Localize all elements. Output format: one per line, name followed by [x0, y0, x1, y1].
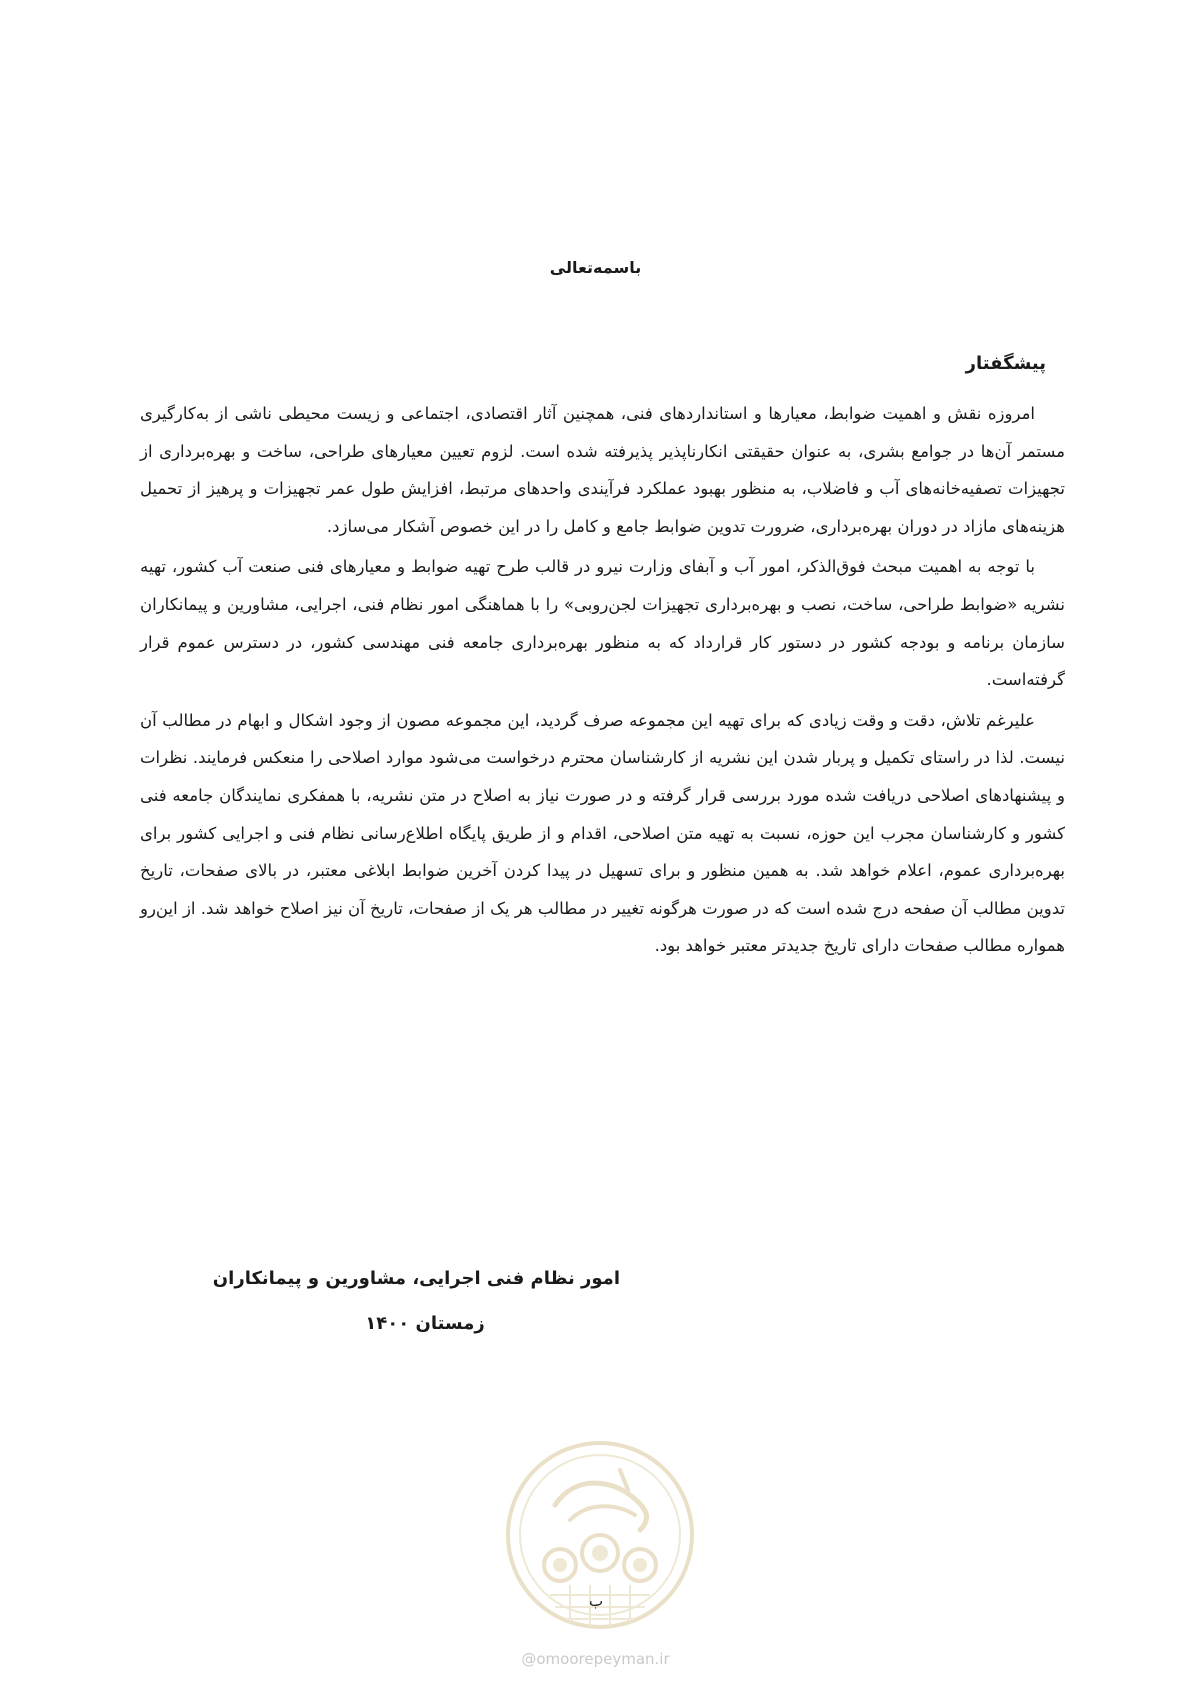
- signature-block: [200, 1268, 620, 1334]
- invocation-heading: باسمه‌تعالی: [549, 258, 642, 277]
- signature-date: زمستان ۱۴۰۰: [365, 1313, 485, 1334]
- signature-organization: امور نظام فنی اجرایی، مشاورین و پیمانکاران: [212, 1268, 620, 1289]
- body-text: [140, 395, 1065, 968]
- watermark-url: @omoorepeyman.ir: [521, 1650, 670, 1668]
- paragraph: علیرغم تلاش، دقت و وقت زیادی که برای تهیه این مجموعه صرف گردید، این مجموعه مصون از وجود اشکال و ابهام در مطالب آن نیست. لذا در راستای تکمیل و پربار شدن این نشریه از کارشناسان محترم درخواست می‌شود موارد اصلاحی را منعکس فرمایند. نظرات و پیشنهادهای اصلاحی دریافت شده مورد بررسی قرار گرفته و در صورت نیاز به اصلاح در متن نشریه، با همفکری نمایندگان جامعه فنی کشور و کارشناسان مجرب این حوزه، نسبت به تهیه متن اصلاحی، اقدام و از طریق پایگاه اطلاع‌رسانی نظام فنی و اجرایی کشور برای بهره‌برداری عموم، اعلام خواهد شد. به همین منظور و برای تسهیل در پیدا کردن آخرین ضوابط ابلاغی معتبر، در بالای صفحات، تاریخ تدوین مطالب آن صفحه درج شده است که در صورت هرگونه تغییر در مطالب هر یک از صفحات، تاریخ آن نیز اصلاح خواهد شد. از این‌رو همواره مطالب صفحات دارای تاریخ جدیدتر معتبر خواهد بود.: [140, 710, 1065, 956]
- section-title: پیشگفتار: [965, 353, 1046, 374]
- page-number: ب: [589, 1592, 604, 1610]
- paragraph: با توجه به اهمیت مبحث فوق‌الذکر، امور آب و آبفای وزارت نیرو در قالب طرح تهیه ضوابط و معیارهای فنی صنعت آب کشور، تهیه نشریه «ضوابط طراحی، ساخت، نصب و بهره‌برداری تجهیزات لجن‌روبی» را با هماهنگی امور نظام فنی، اجرایی، مشاورین و پیمانکاران سازمان برنامه و بودجه کشور در دستور کار قرارداد که به منظور بهره‌برداری جامعه فنی مهندسی کشور، در دسترس عموم قرار گرفته‌است.: [140, 557, 1065, 690]
- paragraph: امروزه نقش و اهمیت ضوابط، معیارها و استانداردهای فنی، همچنین آثار اقتصادی، اجتماعی و زیست محیطی ناشی از به‌کارگیری مستمر آن‌ها در جوامع بشری، به عنوان حقیقتی انکارناپذیر پذیرفته شده است. لزوم تعیین معیارهای طراحی، ساخت و بهره‌برداری از تجهیزات تصفیه‌خانه‌های آب و فاضلاب، به منظور بهبود عملکرد فرآیندی واحدهای مرتبط، افزایش طول عمر تجهیزات و پرهیز از تحمیل هزینه‌های مازاد در دوران بهره‌برداری، ضرورت تدوین ضوابط جامع و کامل را در این خصوص آشکار می‌سازد.: [140, 404, 1065, 536]
